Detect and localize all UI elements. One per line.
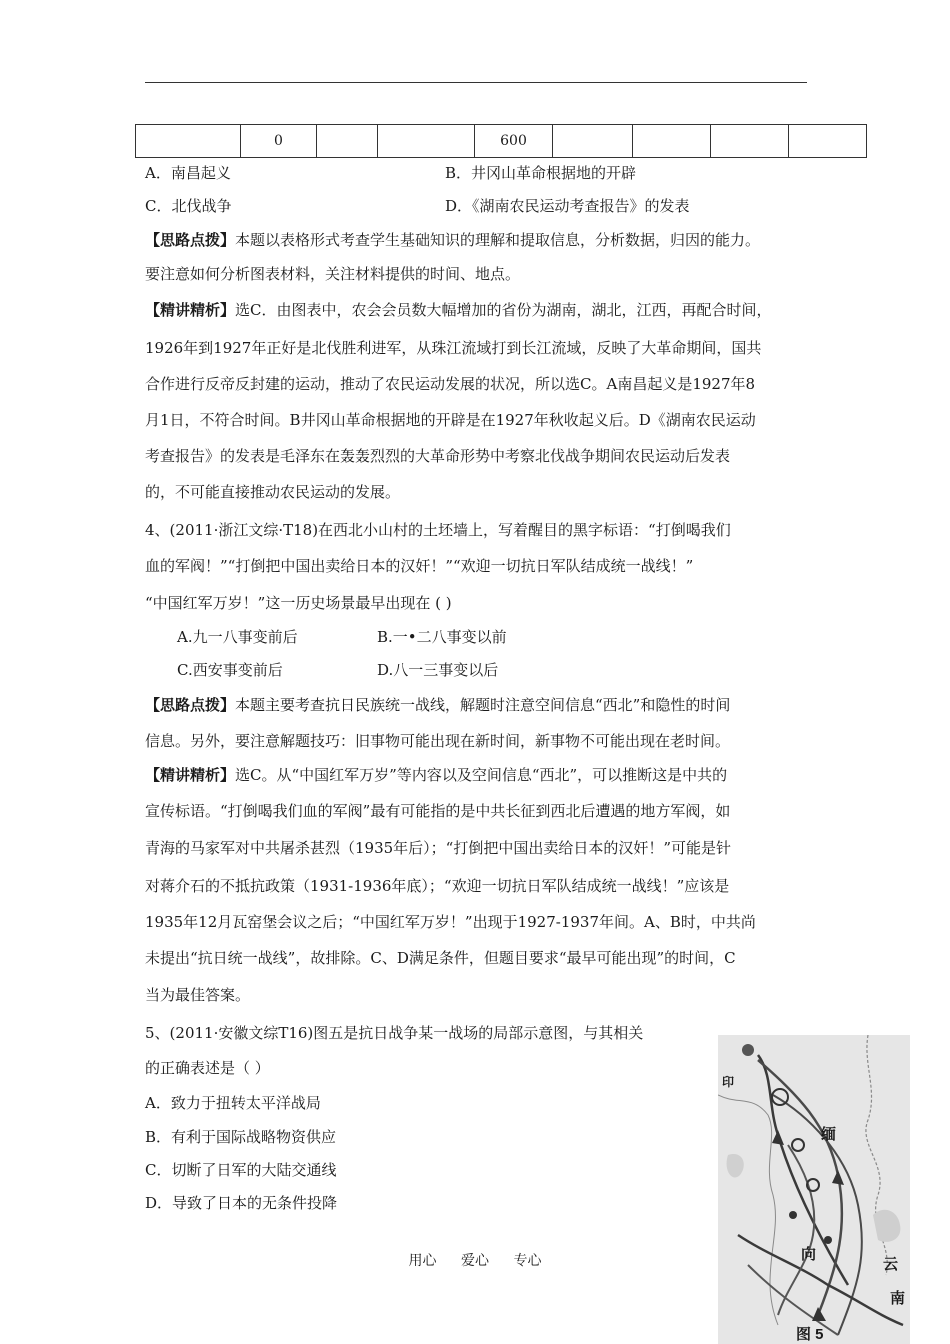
q4-option-a: A.九一八事变前后 (177, 628, 298, 646)
q5-option-b: B．有利于国际战略物资供应 (145, 1128, 337, 1146)
hint-tag: 【思路点拨】 (145, 696, 236, 714)
q3-option-b: B．井冈山革命根据地的开辟 (445, 164, 637, 182)
map-label: 缅 (821, 1125, 837, 1143)
analysis-text: 选C。从“中国红军万岁”等内容以及空间信息“西北”，可以推断这是中共的 (235, 766, 728, 784)
q3-option-d: D．《湖南农民运动考查报告》的发表 (445, 197, 690, 215)
q5-option-a: A．致力于扭转太平洋战局 (145, 1094, 321, 1112)
header-rule (145, 82, 807, 83)
table-cell (317, 125, 378, 158)
q4-option-c: C.西安事变前后 (177, 661, 283, 679)
analysis-text: 选C．由图表中，农会会员数大幅增加的省份为湖南，湖北，江西，再配合时间， (235, 301, 772, 319)
q3-analysis-line: 考查报告》的发表是毛泽东在轰轰烈烈的大革命形势中考察北伐战争期间农民运动后发表 (145, 447, 731, 465)
q4-analysis-line: 未提出“抗日统一战线”，故排除。C、D满足条件，但题目要求“最早可能出现”的时间，C (145, 949, 736, 967)
map-label: 印 (722, 1075, 735, 1089)
q3-analysis (145, 300, 772, 320)
battlefield-map-figure (718, 1035, 910, 1344)
table-cell: 0 (241, 125, 317, 158)
table-cell (633, 125, 711, 158)
q3-analysis-line: 的，不可能直接推动农民运动的发展。 (145, 483, 401, 501)
hint-text: 本题主要考查抗日民族统一战线，解题时注意空间信息“西北”和隐性的时间 (235, 696, 731, 714)
map-drawing (718, 1035, 910, 1344)
footer-text: 爱心 (461, 1253, 489, 1269)
q4-hint (145, 695, 730, 715)
table-cell (789, 125, 867, 158)
q3-analysis-line: 合作进行反帝反封建的运动，推动了农民运动发展的状况，所以选C。A南昌起义是1927年8 (145, 375, 756, 393)
footer-text: 专心 (513, 1253, 542, 1269)
table-cell (378, 125, 475, 158)
q3-analysis-line: 1926年到1927年正好是北伐胜利进军，从珠江流域打到长江流域，反映了大革命期间，国共 (145, 339, 762, 357)
q4-analysis (145, 765, 727, 785)
page-footer (0, 1250, 950, 1270)
q3-hint-line: 要注意如何分析图表材料，关注材料提供的时间、地点。 (145, 265, 521, 283)
hint-tag: 【思路点拨】 (145, 231, 236, 249)
q5-stem: 5、(2011·安徽文综T16)图五是抗日战争某一战场的局部示意图，与其相关 (145, 1024, 644, 1042)
q4-option-d: D.八一三事变以后 (377, 661, 499, 679)
q4-analysis-line: 1935年12月瓦窑堡会议之后；“中国红军万岁！”出现于1927-1937年间。A、B时，中共尚 (145, 913, 756, 931)
map-label: 南 (890, 1289, 906, 1307)
footer-text: 用心 (408, 1253, 437, 1269)
q4-analysis-line: 宣传标语。“打倒喝我们血的军阀”最有可能指的是中共长征到西北后遭遇的地方军阀，如 (145, 802, 731, 820)
map-label: 向 (801, 1245, 817, 1263)
table-cell: 600 (475, 125, 553, 158)
table-cell (136, 125, 241, 158)
q3-option-c: C．北伐战争 (145, 197, 232, 215)
q4-option-b: B.一•二八事变以前 (377, 628, 507, 646)
q4-stem: “中国红军万岁！”这一历史场景最早出现在 ( ) (145, 594, 452, 612)
q5-stem: 的正确表述是（ ） (145, 1059, 270, 1077)
q5-option-d: D．导致了日本的无条件投降 (145, 1194, 338, 1212)
analysis-tag: 【精讲精析】 (145, 766, 236, 784)
q4-analysis-line: 青海的马家军对中共屠杀甚烈（1935年后）；“打倒把中国出卖给日本的汉奸！”可能是针 (145, 839, 732, 857)
q3-analysis-line: 月1日，不符合时间。B井冈山革命根据地的开辟是在1927年秋收起义后。D《湖南农民运动 (145, 411, 756, 429)
table-cell (711, 125, 789, 158)
analysis-tag: 【精讲精析】 (145, 301, 236, 319)
q3-hint (145, 230, 760, 250)
q4-stem: 4、(2011·浙江文综·T18)在西北小山村的土坯墙上，写着醒目的黑字标语：“打倒喝我们 (145, 521, 731, 539)
hint-text: 本题以表格形式考查学生基础知识的理解和提取信息，分析数据，归因的能力。 (235, 231, 761, 249)
q4-hint-line: 信息。另外，要注意解题技巧：旧事物可能出现在新时间，新事物不可能出现在老时间。 (145, 732, 731, 750)
q3-option-a: A．南昌起义 (145, 164, 231, 182)
q4-analysis-line: 对蒋介石的不抵抗政策（1931-1936年底）；“欢迎一切抗日军队结成统一战线！”应该是 (145, 877, 730, 895)
data-table-fragment (135, 124, 867, 158)
q4-analysis-line: 当为最佳答案。 (145, 986, 251, 1004)
q4-stem: 血的军阀！”“打倒把中国出卖给日本的汉奸！”“欢迎一切抗日军队结成统一战线！” (145, 557, 694, 575)
table-cell (553, 125, 633, 158)
q5-option-c: C．切断了日军的大陆交通线 (145, 1161, 337, 1179)
map-label: 云 (883, 1255, 899, 1273)
map-caption: 图 5 (796, 1326, 824, 1343)
